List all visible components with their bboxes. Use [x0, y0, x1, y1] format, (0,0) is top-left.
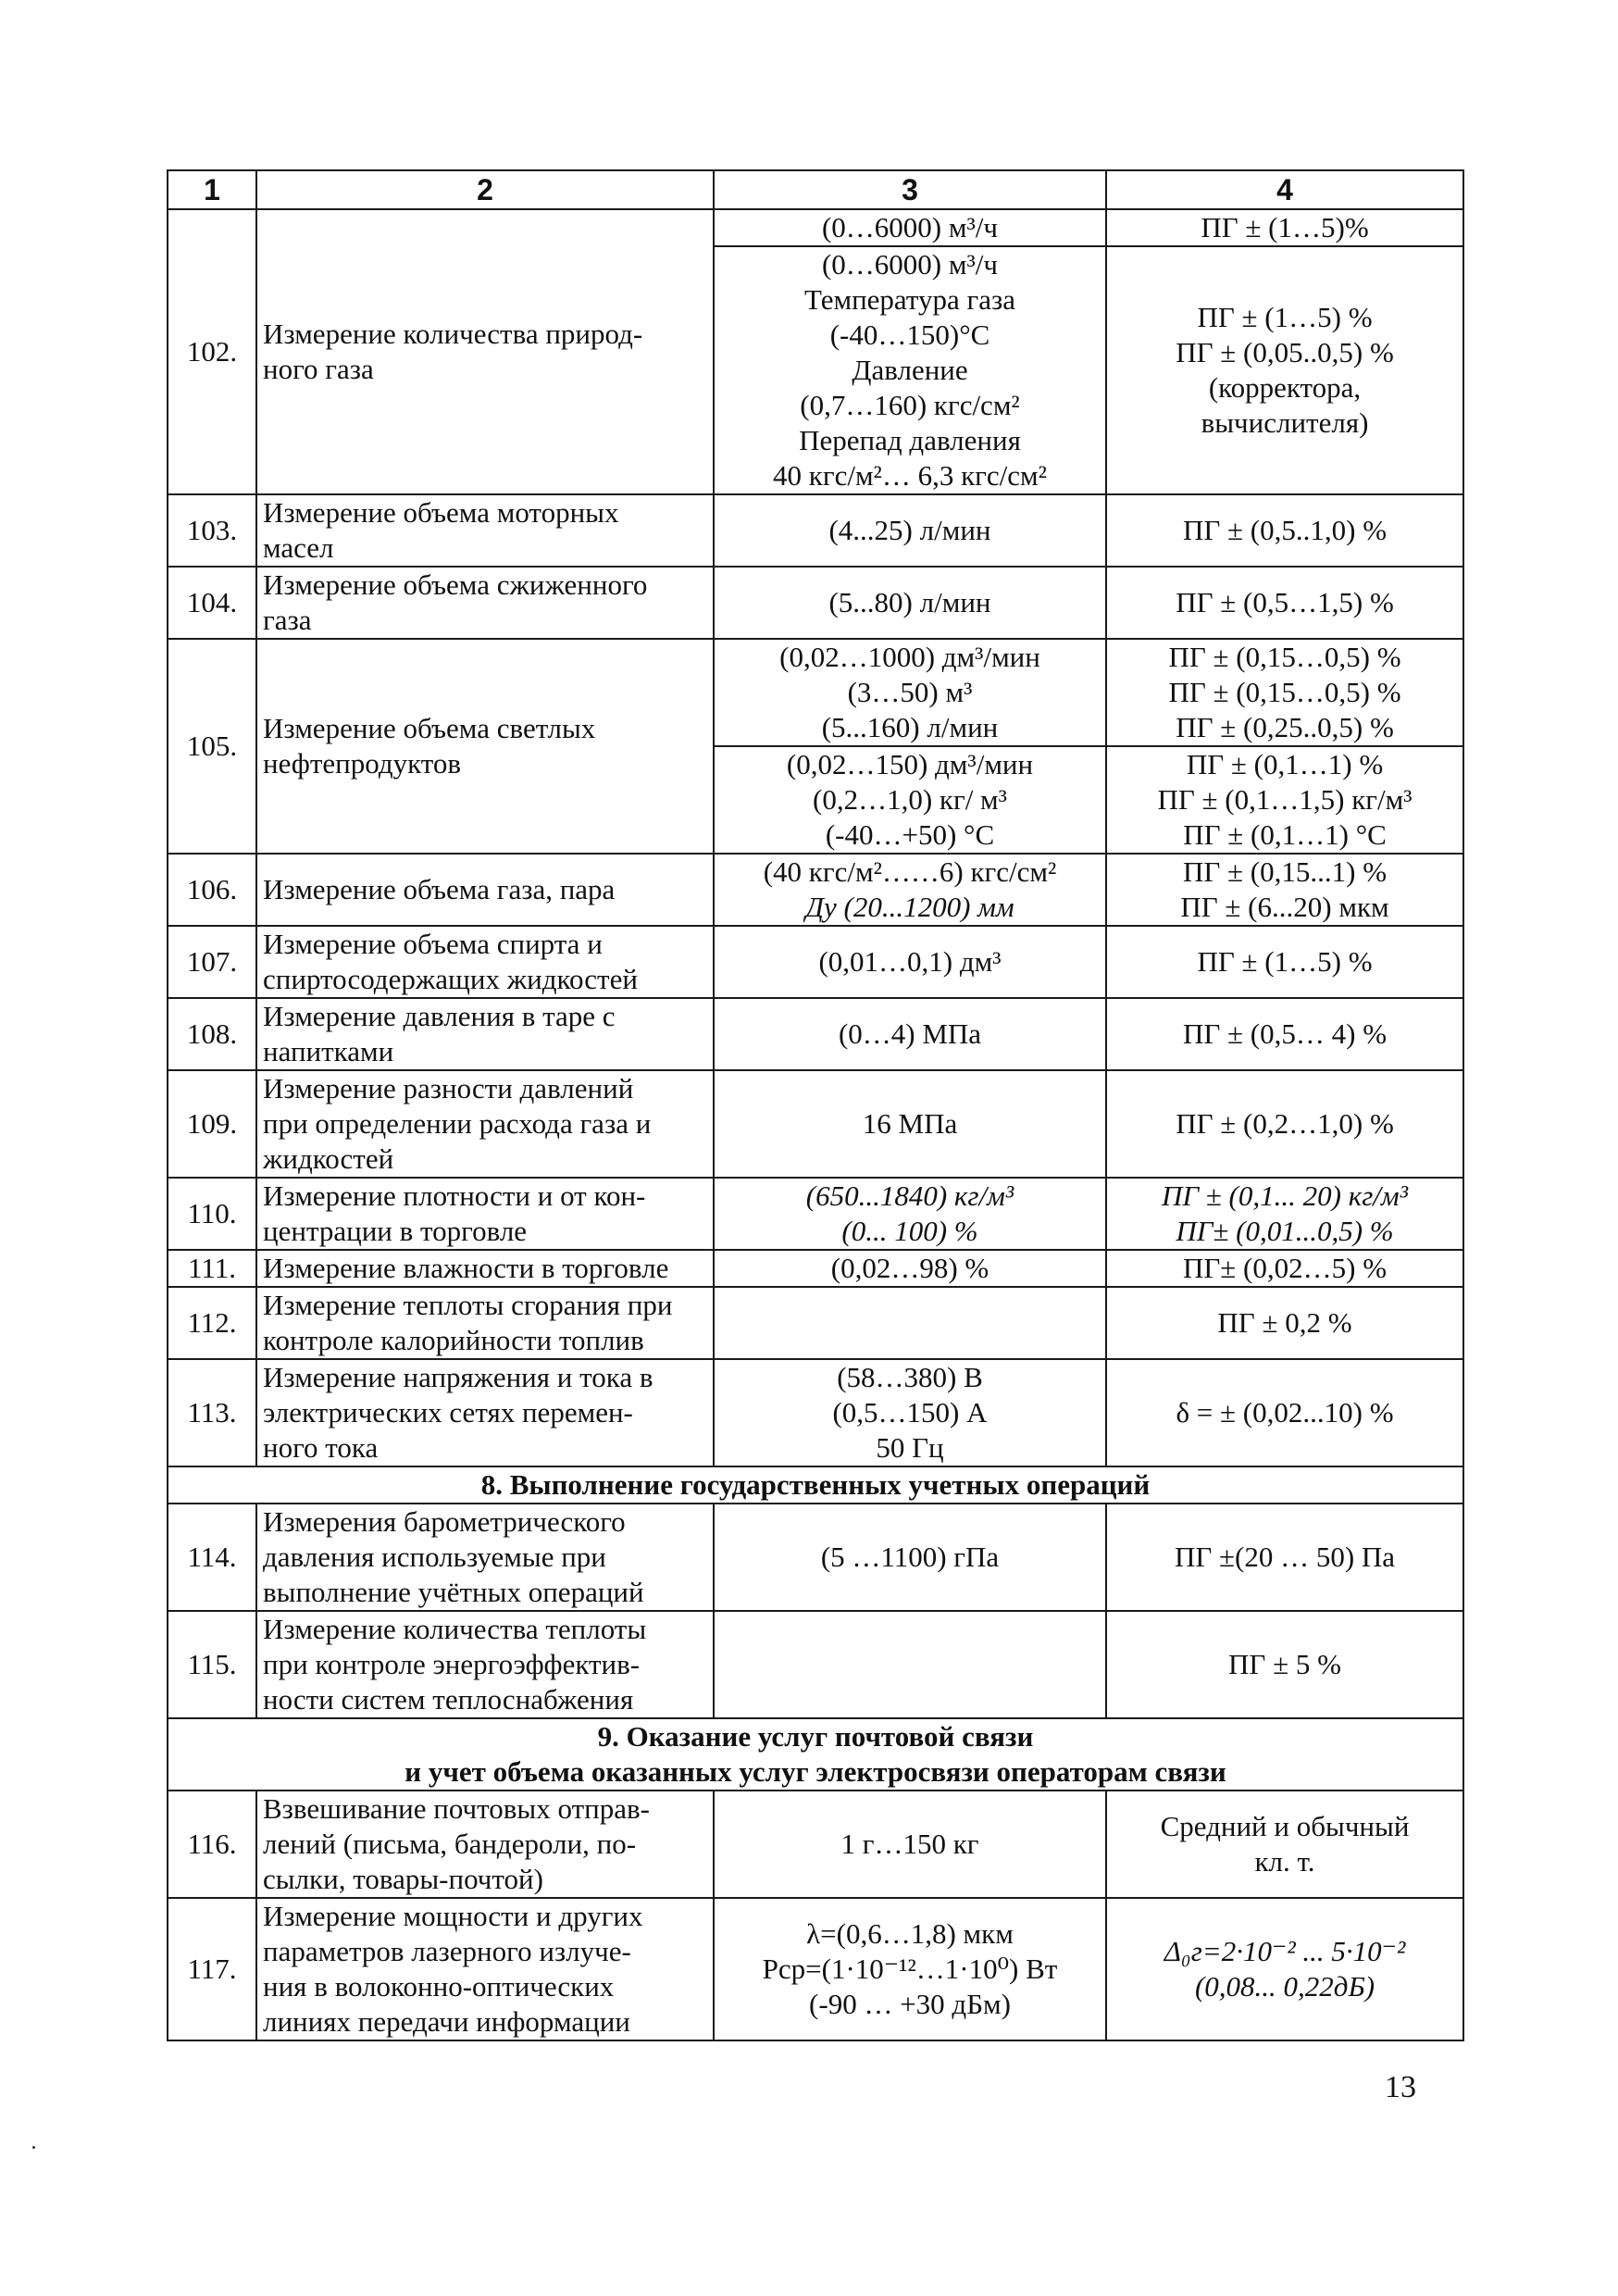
accuracy-line: Δ₀г=2·10⁻² ... 5·10⁻² [1164, 1935, 1406, 1967]
table-row [168, 926, 1463, 998]
range-line: (3…50) м³ [847, 676, 973, 708]
name-line: ности систем теплоснабжения [263, 1683, 634, 1716]
table-row [168, 1504, 1463, 1611]
row-name [256, 854, 714, 926]
table-row [168, 1791, 1463, 1898]
row-name [256, 1070, 714, 1178]
range-line: (-40…150)°С [829, 318, 990, 351]
accuracy-cell [1106, 1791, 1463, 1898]
name-line: Измерение объема моторных [263, 496, 619, 529]
name-line: параметров лазерного излуче- [263, 1935, 631, 1967]
row-number: 114. [168, 1504, 256, 1611]
accuracy-line: ПГ ± (0,15...1) % [1182, 855, 1388, 888]
table-row [168, 1898, 1463, 2040]
row-number: 102. [168, 209, 256, 494]
row-number: 103. [168, 494, 256, 567]
range-line: Рср=(1·10⁻¹²…1·10⁰) Вт [762, 1953, 1058, 1985]
row-number: 115. [168, 1611, 256, 1718]
name-line: ного газа [263, 353, 374, 385]
range-line: (40 кгс/м²……6) кгс/см² [763, 855, 1057, 888]
range-line: 40 кгс/м²… 6,3 кгс/см² [773, 459, 1047, 492]
accuracy-cell: ПГ ± (1…5) % [1106, 926, 1463, 998]
name-line: газа [263, 604, 312, 636]
accuracy-cell [1106, 746, 1463, 854]
name-line: Измерение количества природ- [263, 318, 643, 350]
range-cell: (5 …1100) гПа [714, 1504, 1106, 1611]
range-cell: 1 г…150 кг [714, 1791, 1106, 1898]
range-cell [714, 1898, 1106, 2040]
page-number: 13 [1385, 2070, 1416, 2104]
range-line: Ду (20...1200) мм [805, 891, 1014, 923]
accuracy-line: ПГ ± (0,25..0,5) % [1176, 711, 1394, 743]
accuracy-cell: ПГ ± 5 % [1106, 1611, 1463, 1718]
accuracy-cell: ПГ ±(20 … 50) Па [1106, 1504, 1463, 1611]
range-cell [714, 746, 1106, 854]
name-line: спиртосодержащих жидкостей [263, 963, 638, 995]
accuracy-cell [1106, 854, 1463, 926]
range-cell: 16 МПа [714, 1070, 1106, 1178]
accuracy-cell: ПГ ± (0,2…1,0) % [1106, 1070, 1463, 1178]
range-cell [714, 854, 1106, 926]
row-name [256, 494, 714, 567]
table-row [168, 1611, 1463, 1718]
name-line: контроле калорийности топлив [263, 1324, 644, 1356]
name-line: масел [263, 531, 334, 564]
accuracy-line: кл. т. [1254, 1845, 1315, 1878]
accuracy-cell: ПГ± (0,02…5) % [1106, 1250, 1463, 1287]
row-name [256, 1359, 714, 1466]
name-line: Измерение разности давлений [263, 1072, 634, 1104]
range-line: λ=(0,6…1,8) мкм [806, 1917, 1014, 1950]
accuracy-line: ПГ ± (0,15…0,5) % [1168, 676, 1401, 708]
row-number: 117. [168, 1898, 256, 2040]
row-name [256, 1611, 714, 1718]
table-row [168, 1250, 1463, 1287]
name-line: Измерение количества теплоты [263, 1613, 647, 1645]
row-number: 107. [168, 926, 256, 998]
range-line: (0,02…1000) дм³/мин [779, 641, 1040, 673]
accuracy-line: Средний и обычный [1160, 1810, 1410, 1842]
name-line: Измерения барометрического [263, 1505, 626, 1538]
row-number: 113. [168, 1359, 256, 1466]
row-number: 112. [168, 1287, 256, 1359]
name-line: лений (письма, бандероли, по- [263, 1828, 637, 1860]
range-line: (-40…+50) °С [825, 818, 995, 851]
name-line: жидкостей [263, 1142, 394, 1175]
accuracy-line: ПГ ± (0,1…1) % [1186, 748, 1384, 780]
range-cell: (0,02…98) % [714, 1250, 1106, 1287]
row-name [256, 1178, 714, 1250]
name-line: выполнение учётных операций [263, 1576, 644, 1608]
range-line: (0,2…1,0) кг/ м³ [813, 783, 1007, 816]
table-row [168, 639, 1463, 746]
accuracy-cell: δ = ± (0,02...10) % [1106, 1359, 1463, 1466]
name-line: ния в волоконно-оптических [263, 1970, 615, 2003]
name-line: Измерение объема сжиженного [263, 568, 648, 601]
table-row [168, 1287, 1463, 1359]
table-row [168, 209, 1463, 246]
name-line: при определении расхода газа и [263, 1107, 652, 1140]
range-cell: (4...25) л/мин [714, 494, 1106, 567]
section-heading-line: и учет объема оказанных услуг электросвязи операторам связи [404, 1755, 1226, 1788]
row-name [256, 1250, 714, 1287]
row-number: 105. [168, 639, 256, 854]
table-row [168, 1070, 1463, 1178]
range-line: (58…380) В [837, 1361, 983, 1393]
header-col-3: 3 [714, 170, 1106, 209]
accuracy-cell: ПГ ± (1…5)% [1106, 209, 1463, 246]
table-row [168, 567, 1463, 639]
name-line: Измерение плотности и от кон- [263, 1179, 646, 1212]
row-number: 108. [168, 998, 256, 1070]
row-name [256, 209, 714, 494]
accuracy-cell [1106, 1178, 1463, 1250]
section-heading-line: 9. Оказание услуг почтовой связи [597, 1720, 1034, 1753]
range-line: (0... 100) % [841, 1215, 978, 1247]
range-line: (650...1840) кг/м³ [805, 1179, 1014, 1212]
row-name [256, 639, 714, 854]
row-name [256, 998, 714, 1070]
accuracy-cell: ПГ ± (0,5…1,5) % [1106, 567, 1463, 639]
accuracy-cell [1106, 246, 1463, 494]
section-heading [168, 1718, 1463, 1791]
range-line: Температура газа [803, 283, 1016, 316]
row-name [256, 1898, 714, 2040]
range-line: (0,02…150) дм³/мин [786, 748, 1034, 780]
range-line: 50 Гц [876, 1431, 944, 1464]
header-col-1: 1 [168, 170, 256, 209]
row-name [256, 926, 714, 998]
name-line: нефтепродуктов [263, 747, 462, 780]
table-row [168, 854, 1463, 926]
range-line: (5...160) л/мин [821, 711, 999, 743]
range-cell: (0,01…0,1) дм³ [714, 926, 1106, 998]
range-line: Перепад давления [799, 424, 1021, 456]
row-name [256, 1287, 714, 1359]
accuracy-line: ПГ ± (6...20) мкм [1180, 891, 1389, 923]
accuracy-line: ПГ ± (0,1... 20) кг/м³ [1162, 1179, 1408, 1212]
range-cell [714, 1287, 1106, 1359]
name-line: Измерение объема газа, пара [263, 873, 616, 905]
section-heading: 8. Выполнение государственных учетных операций [168, 1466, 1463, 1504]
name-line: Измерение давления в таре с [263, 1000, 616, 1032]
accuracy-line: ПГ ± (1…5) % [1197, 301, 1373, 333]
name-line: линиях передачи информации [263, 2005, 630, 2038]
accuracy-line: ПГ ± (0,15…0,5) % [1168, 641, 1401, 673]
name-line: Измерение теплоты сгорания при [263, 1289, 673, 1321]
name-line: Измерение напряжения и тока в [263, 1361, 653, 1393]
name-line: Измерение влажности в торговле [263, 1252, 669, 1284]
name-line: Измерение мощности и других [263, 1900, 643, 1932]
accuracy-cell: ПГ ± (0,5… 4) % [1106, 998, 1463, 1070]
range-line: (0,7…160) кгс/см² [800, 389, 1020, 421]
range-cell [714, 639, 1106, 746]
section-row [168, 1466, 1463, 1504]
range-line: (0,5…150) А [832, 1396, 988, 1429]
accuracy-line: вычислителя) [1201, 406, 1369, 439]
row-name [256, 1504, 714, 1611]
range-cell: (0…4) МПа [714, 998, 1106, 1070]
table-row [168, 494, 1463, 567]
range-line: Давление [852, 354, 968, 386]
measurement-table [167, 169, 1464, 2041]
table-header-row [168, 170, 1463, 209]
accuracy-line: ПГ ± (0,1…1) °С [1183, 818, 1387, 851]
row-number: 116. [168, 1791, 256, 1898]
name-line: напитками [263, 1035, 394, 1067]
row-number: 104. [168, 567, 256, 639]
table-row [168, 998, 1463, 1070]
row-number: 109. [168, 1070, 256, 1178]
name-line: Взвешивание почтовых отправ- [263, 1792, 650, 1825]
row-number: 111. [168, 1250, 256, 1287]
name-line: давления используемые при [263, 1541, 606, 1573]
range-cell [714, 1178, 1106, 1250]
name-line: Измерение объема светлых [263, 712, 596, 744]
accuracy-line: (0,08... 0,22дБ) [1194, 1970, 1375, 2003]
scan-speck [32, 2146, 35, 2149]
name-line: при контроле энергоэффектив- [263, 1648, 641, 1680]
range-line: (-90 … +30 дБм) [809, 1988, 1011, 2020]
range-line: (0…6000) м³/ч [821, 248, 998, 281]
name-line: сылки, товары-почтой) [263, 1863, 543, 1895]
accuracy-cell: ПГ ± 0,2 % [1106, 1287, 1463, 1359]
accuracy-cell [1106, 639, 1463, 746]
row-number: 106. [168, 854, 256, 926]
accuracy-cell: ПГ ± (0,5..1,0) % [1106, 494, 1463, 567]
accuracy-cell [1106, 1898, 1463, 2040]
range-cell [714, 1359, 1106, 1466]
name-line: Измерение объема спирта и [263, 928, 603, 960]
row-name [256, 567, 714, 639]
range-cell [714, 246, 1106, 494]
header-col-2: 2 [256, 170, 714, 209]
name-line: электрических сетях перемен- [263, 1396, 633, 1429]
row-name [256, 1791, 714, 1898]
accuracy-line: ПГ ± (0,1…1,5) кг/м³ [1157, 783, 1413, 816]
name-line: ного тока [263, 1431, 379, 1464]
row-number: 110. [168, 1178, 256, 1250]
name-line: центрации в торговле [263, 1215, 528, 1247]
section-row [168, 1718, 1463, 1791]
range-cell [714, 1611, 1106, 1718]
table-row [168, 1359, 1463, 1466]
accuracy-line: (корректора, [1208, 371, 1362, 404]
table-row [168, 1178, 1463, 1250]
header-col-4: 4 [1106, 170, 1463, 209]
accuracy-line: ПГ± (0,01...0,5) % [1176, 1215, 1394, 1247]
accuracy-line: ПГ ± (0,05..0,5) % [1176, 336, 1394, 368]
range-cell: (5...80) л/мин [714, 567, 1106, 639]
range-cell: (0…6000) м³/ч [714, 209, 1106, 246]
